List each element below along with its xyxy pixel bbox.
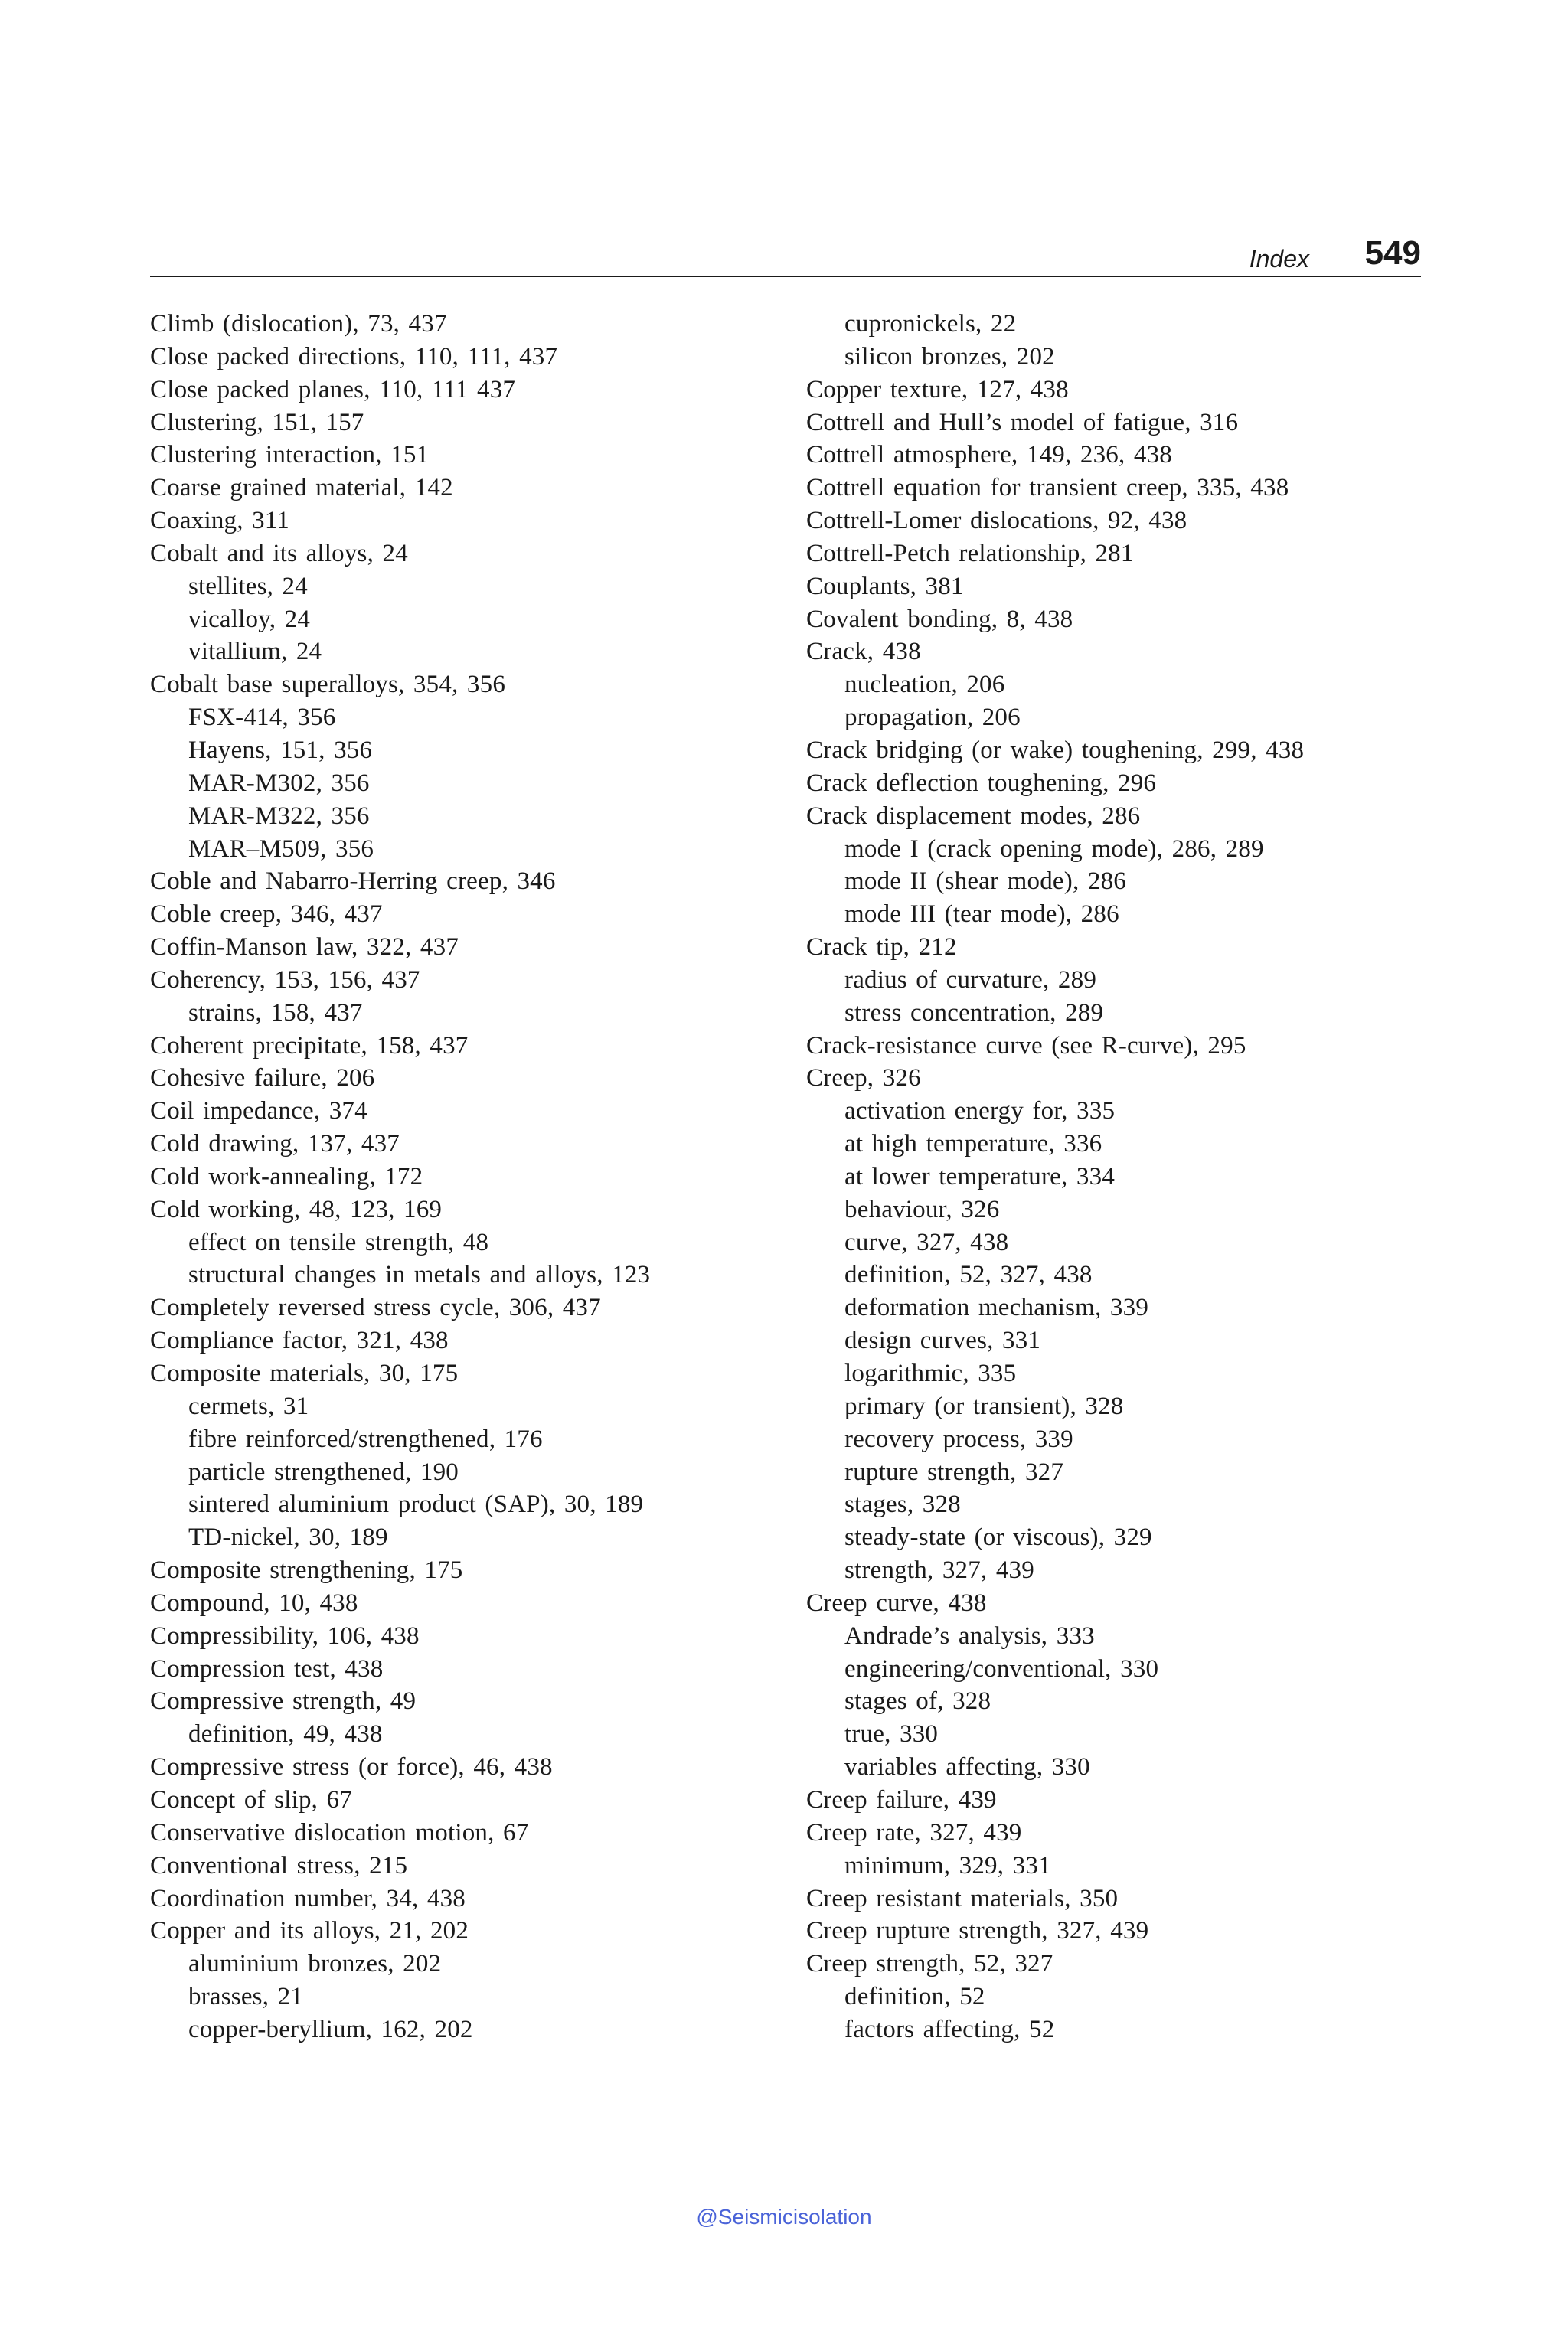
index-entry: Crack deflection toughening, 296: [806, 769, 1157, 797]
index-entry: Close packed planes, 110, 111 437: [150, 375, 516, 403]
index-entry: Cold working, 48, 123, 169: [150, 1195, 443, 1223]
index-entry: Cottrell equation for transient creep, 335, 438: [806, 474, 1289, 502]
index-entry: Clustering, 151, 157: [150, 408, 364, 436]
index-subentry: structural changes in metals and alloys, 123: [188, 1261, 651, 1289]
index-subentry: cermets, 31: [188, 1392, 309, 1420]
index-subentry: strength, 327, 439: [844, 1556, 1034, 1585]
index-entry: Creep rupture strength, 327, 439: [806, 1917, 1149, 1945]
index-entry: Cold drawing, 137, 437: [150, 1130, 400, 1158]
index-entry: Completely reversed stress cycle, 306, 437: [150, 1294, 601, 1322]
index-subentry: design curves, 331: [844, 1327, 1041, 1355]
index-entry: Cottrell and Hull’s model of fatigue, 316: [806, 408, 1239, 436]
index-subentry: silicon bronzes, 202: [844, 342, 1055, 371]
index-subentry: recovery process, 339: [844, 1425, 1073, 1453]
index-entry: Cottrell atmosphere, 149, 236, 438: [806, 441, 1172, 469]
index-entry: Crack displacement modes, 286: [806, 802, 1141, 830]
index-entry: Coil impedance, 374: [150, 1097, 368, 1125]
index-subentry: stellites, 24: [188, 572, 308, 600]
index-subentry: definition, 49, 438: [188, 1720, 383, 1749]
index-entry: Cottrell-Lomer dislocations, 92, 438: [806, 507, 1187, 535]
index-entry: Coble creep, 346, 437: [150, 900, 383, 929]
index-entry: Compressive strength, 49: [150, 1687, 416, 1716]
index-entry: Coherent precipitate, 158, 437: [150, 1031, 469, 1060]
index-column-right: [806, 308, 1449, 2046]
index-subentry: deformation mechanism, 339: [844, 1294, 1149, 1322]
index-entry: Clustering interaction, 151: [150, 441, 430, 469]
index-subentry: curve, 327, 438: [844, 1228, 1009, 1256]
index-entry: Cobalt and its alloys, 24: [150, 539, 408, 567]
page-number: 549: [1364, 234, 1421, 272]
index-entry: Coordination number, 34, 438: [150, 1884, 466, 1912]
index-subentry: particle strengthened, 190: [188, 1458, 459, 1486]
index-entry: Crack-resistance curve (see R-curve), 295: [806, 1031, 1246, 1060]
index-entry: Coffin-Manson law, 322, 437: [150, 933, 459, 962]
index-subentry: strains, 158, 437: [188, 998, 363, 1027]
index-subentry: factors affecting, 52: [844, 2015, 1055, 2043]
index-subentry: definition, 52: [844, 1983, 985, 2011]
index-entry: Crack tip, 212: [806, 933, 957, 962]
index-entry: Couplants, 381: [806, 572, 964, 600]
index-subentry: Andrade’s analysis, 333: [844, 1621, 1095, 1650]
index-entry: Climb (dislocation), 73, 437: [150, 310, 447, 338]
index-entry: Creep strength, 52, 327: [806, 1950, 1054, 1978]
index-entry: Creep failure, 439: [806, 1785, 997, 1814]
index-entry: Coble and Nabarro-Herring creep, 346: [150, 867, 556, 896]
index-entry: Creep, 326: [806, 1064, 921, 1092]
index-entry: Cobalt base superalloys, 354, 356: [150, 671, 506, 699]
index-subentry: MAR–M509, 356: [188, 834, 374, 863]
index-subentry: nucleation, 206: [844, 671, 1005, 699]
index-subentry: aluminium bronzes, 202: [188, 1950, 442, 1978]
index-entry: Creep rate, 327, 439: [806, 1818, 1022, 1847]
index-entry: Creep curve, 438: [806, 1589, 987, 1617]
index-subentry: effect on tensile strength, 48: [188, 1228, 489, 1256]
index-entry: Copper and its alloys, 21, 202: [150, 1917, 469, 1945]
index-entry: Conventional stress, 215: [150, 1851, 408, 1879]
index-entry: Compression test, 438: [150, 1654, 384, 1683]
index-entry: Compressibility, 106, 438: [150, 1621, 420, 1650]
watermark: @Seismicisolation: [696, 2205, 872, 2229]
index-entry: Creep resistant materials, 350: [806, 1884, 1119, 1912]
index-subentry: propagation, 206: [844, 704, 1021, 732]
index-subentry: stages of, 328: [844, 1687, 991, 1716]
index-column-left: [150, 308, 778, 2046]
index-subentry: at lower temperature, 334: [844, 1162, 1116, 1190]
index-entry: Cohesive failure, 206: [150, 1064, 375, 1092]
index-subentry: variables affecting, 330: [844, 1753, 1090, 1781]
index-entry: Composite strengthening, 175: [150, 1556, 463, 1585]
index-entry: Crack bridging (or wake) toughening, 299, 438: [806, 736, 1305, 764]
index-subentry: radius of curvature, 289: [844, 965, 1097, 994]
index-entry: Cold work-annealing, 172: [150, 1162, 423, 1190]
index-entry: Coaxing, 311: [150, 507, 290, 535]
index-subentry: definition, 52, 327, 438: [844, 1261, 1093, 1289]
index-subentry: minimum, 329, 331: [844, 1851, 1051, 1879]
index-entry: Coherency, 153, 156, 437: [150, 965, 420, 994]
section-label: Index: [1249, 245, 1309, 273]
index-subentry: cupronickels, 22: [844, 310, 1017, 338]
index-entry: Crack, 438: [806, 638, 921, 666]
index-entry: Covalent bonding, 8, 438: [806, 605, 1073, 633]
index-subentry: vitallium, 24: [188, 638, 322, 666]
index-subentry: fibre reinforced/strengthened, 176: [188, 1425, 543, 1453]
index-subentry: brasses, 21: [188, 1983, 304, 2011]
index-subentry: copper-beryllium, 162, 202: [188, 2015, 473, 2043]
index-subentry: rupture strength, 327: [844, 1458, 1064, 1486]
index-entry: Compound, 10, 438: [150, 1589, 358, 1617]
index-subentry: mode I (crack opening mode), 286, 289: [844, 834, 1264, 863]
index-subentry: MAR-M322, 356: [188, 802, 370, 830]
index-entry: Cottrell-Petch relationship, 281: [806, 539, 1134, 567]
index-subentry: sintered aluminium product (SAP), 30, 189: [188, 1491, 644, 1519]
index-subentry: MAR-M302, 356: [188, 769, 370, 797]
index-entry: Close packed directions, 110, 111, 437: [150, 342, 558, 371]
index-subentry: stress concentration, 289: [844, 998, 1104, 1027]
index-subentry: engineering/conventional, 330: [844, 1654, 1159, 1683]
index-entry: Compliance factor, 321, 438: [150, 1327, 449, 1355]
index-subentry: vicalloy, 24: [188, 605, 311, 633]
running-header: [150, 230, 1421, 277]
index-subentry: TD-nickel, 30, 189: [188, 1523, 388, 1552]
index-entry: Conservative dislocation motion, 67: [150, 1818, 529, 1847]
index-subentry: Hayens, 151, 356: [188, 736, 373, 764]
index-subentry: FSX-414, 356: [188, 704, 336, 732]
index-entry: Coarse grained material, 142: [150, 474, 453, 502]
index-subentry: mode II (shear mode), 286: [844, 867, 1126, 896]
index-entry: Composite materials, 30, 175: [150, 1360, 459, 1387]
index-subentry: primary (or transient), 328: [844, 1392, 1124, 1420]
index-subentry: stages, 328: [844, 1491, 961, 1519]
index-entry: Copper texture, 127, 438: [806, 375, 1069, 403]
index-subentry: mode III (tear mode), 286: [844, 900, 1119, 929]
index-subentry: behaviour, 326: [844, 1195, 1000, 1223]
index-subentry: steady-state (or viscous), 329: [844, 1523, 1152, 1552]
index-subentry: true, 330: [844, 1720, 939, 1749]
index-entry: Compressive stress (or force), 46, 438: [150, 1753, 553, 1781]
index-subentry: logarithmic, 335: [844, 1360, 1017, 1387]
index-subentry: at high temperature, 336: [844, 1130, 1102, 1158]
index-entry: Concept of slip, 67: [150, 1785, 352, 1814]
index-subentry: activation energy for, 335: [844, 1097, 1116, 1125]
